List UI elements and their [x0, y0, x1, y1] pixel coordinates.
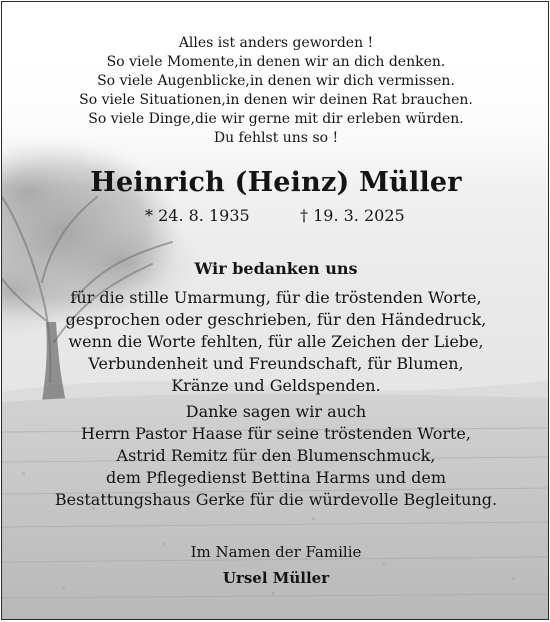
poem-line: So viele Momente,in denen wir an dich denken. [106, 54, 446, 70]
poem-line: So viele Dinge,die wir gerne mit dir erleben würden. [88, 111, 464, 127]
birth-date: * 24. 8. 1935 [145, 206, 250, 225]
obituary-card [1, 1, 549, 620]
poem-line: So viele Situationen,in denen wir deinen Rat brauchen. [79, 92, 473, 108]
thanks-line: dem Pflegedienst Bettina Harms und dem [105, 468, 446, 487]
signature-name: Ursel Müller [222, 569, 330, 587]
poem-line: Du fehlst uns so ! [213, 130, 339, 146]
signature-label: Im Namen der Familie [190, 543, 362, 561]
thanks-line: Danke sagen wir auch [185, 402, 367, 421]
thanks-heading: Wir bedanken uns [194, 259, 358, 278]
thanks-line: Astrid Remitz für den Blumenschmuck, [116, 446, 436, 465]
thanks-line: gesprochen oder geschrieben, für den Händedruck, [65, 310, 487, 329]
thanks-line: wenn die Worte fehlten, für alle Zeichen der Liebe, [68, 332, 484, 351]
deceased-name: Heinrich (Heinz) Müller [90, 167, 462, 198]
thanks-line: für die stille Umarmung, für die tröstenden Worte, [70, 288, 482, 307]
thanks-line: Bestattungshaus Gerke für die würdevolle Begleitung. [54, 490, 498, 509]
death-date: † 19. 3. 2025 [300, 206, 405, 225]
thanks-line: Verbundenheit und Freundschaft, für Blumen, [88, 354, 464, 373]
poem-line: So viele Augenblicke,in denen wir dich vermissen. [97, 73, 455, 89]
poem-line: Alles ist anders geworden ! [178, 35, 374, 51]
thanks-line: Herrn Pastor Haase für seine tröstenden Worte, [81, 424, 471, 443]
thanks-line: Kränze und Geldspenden. [171, 376, 381, 395]
